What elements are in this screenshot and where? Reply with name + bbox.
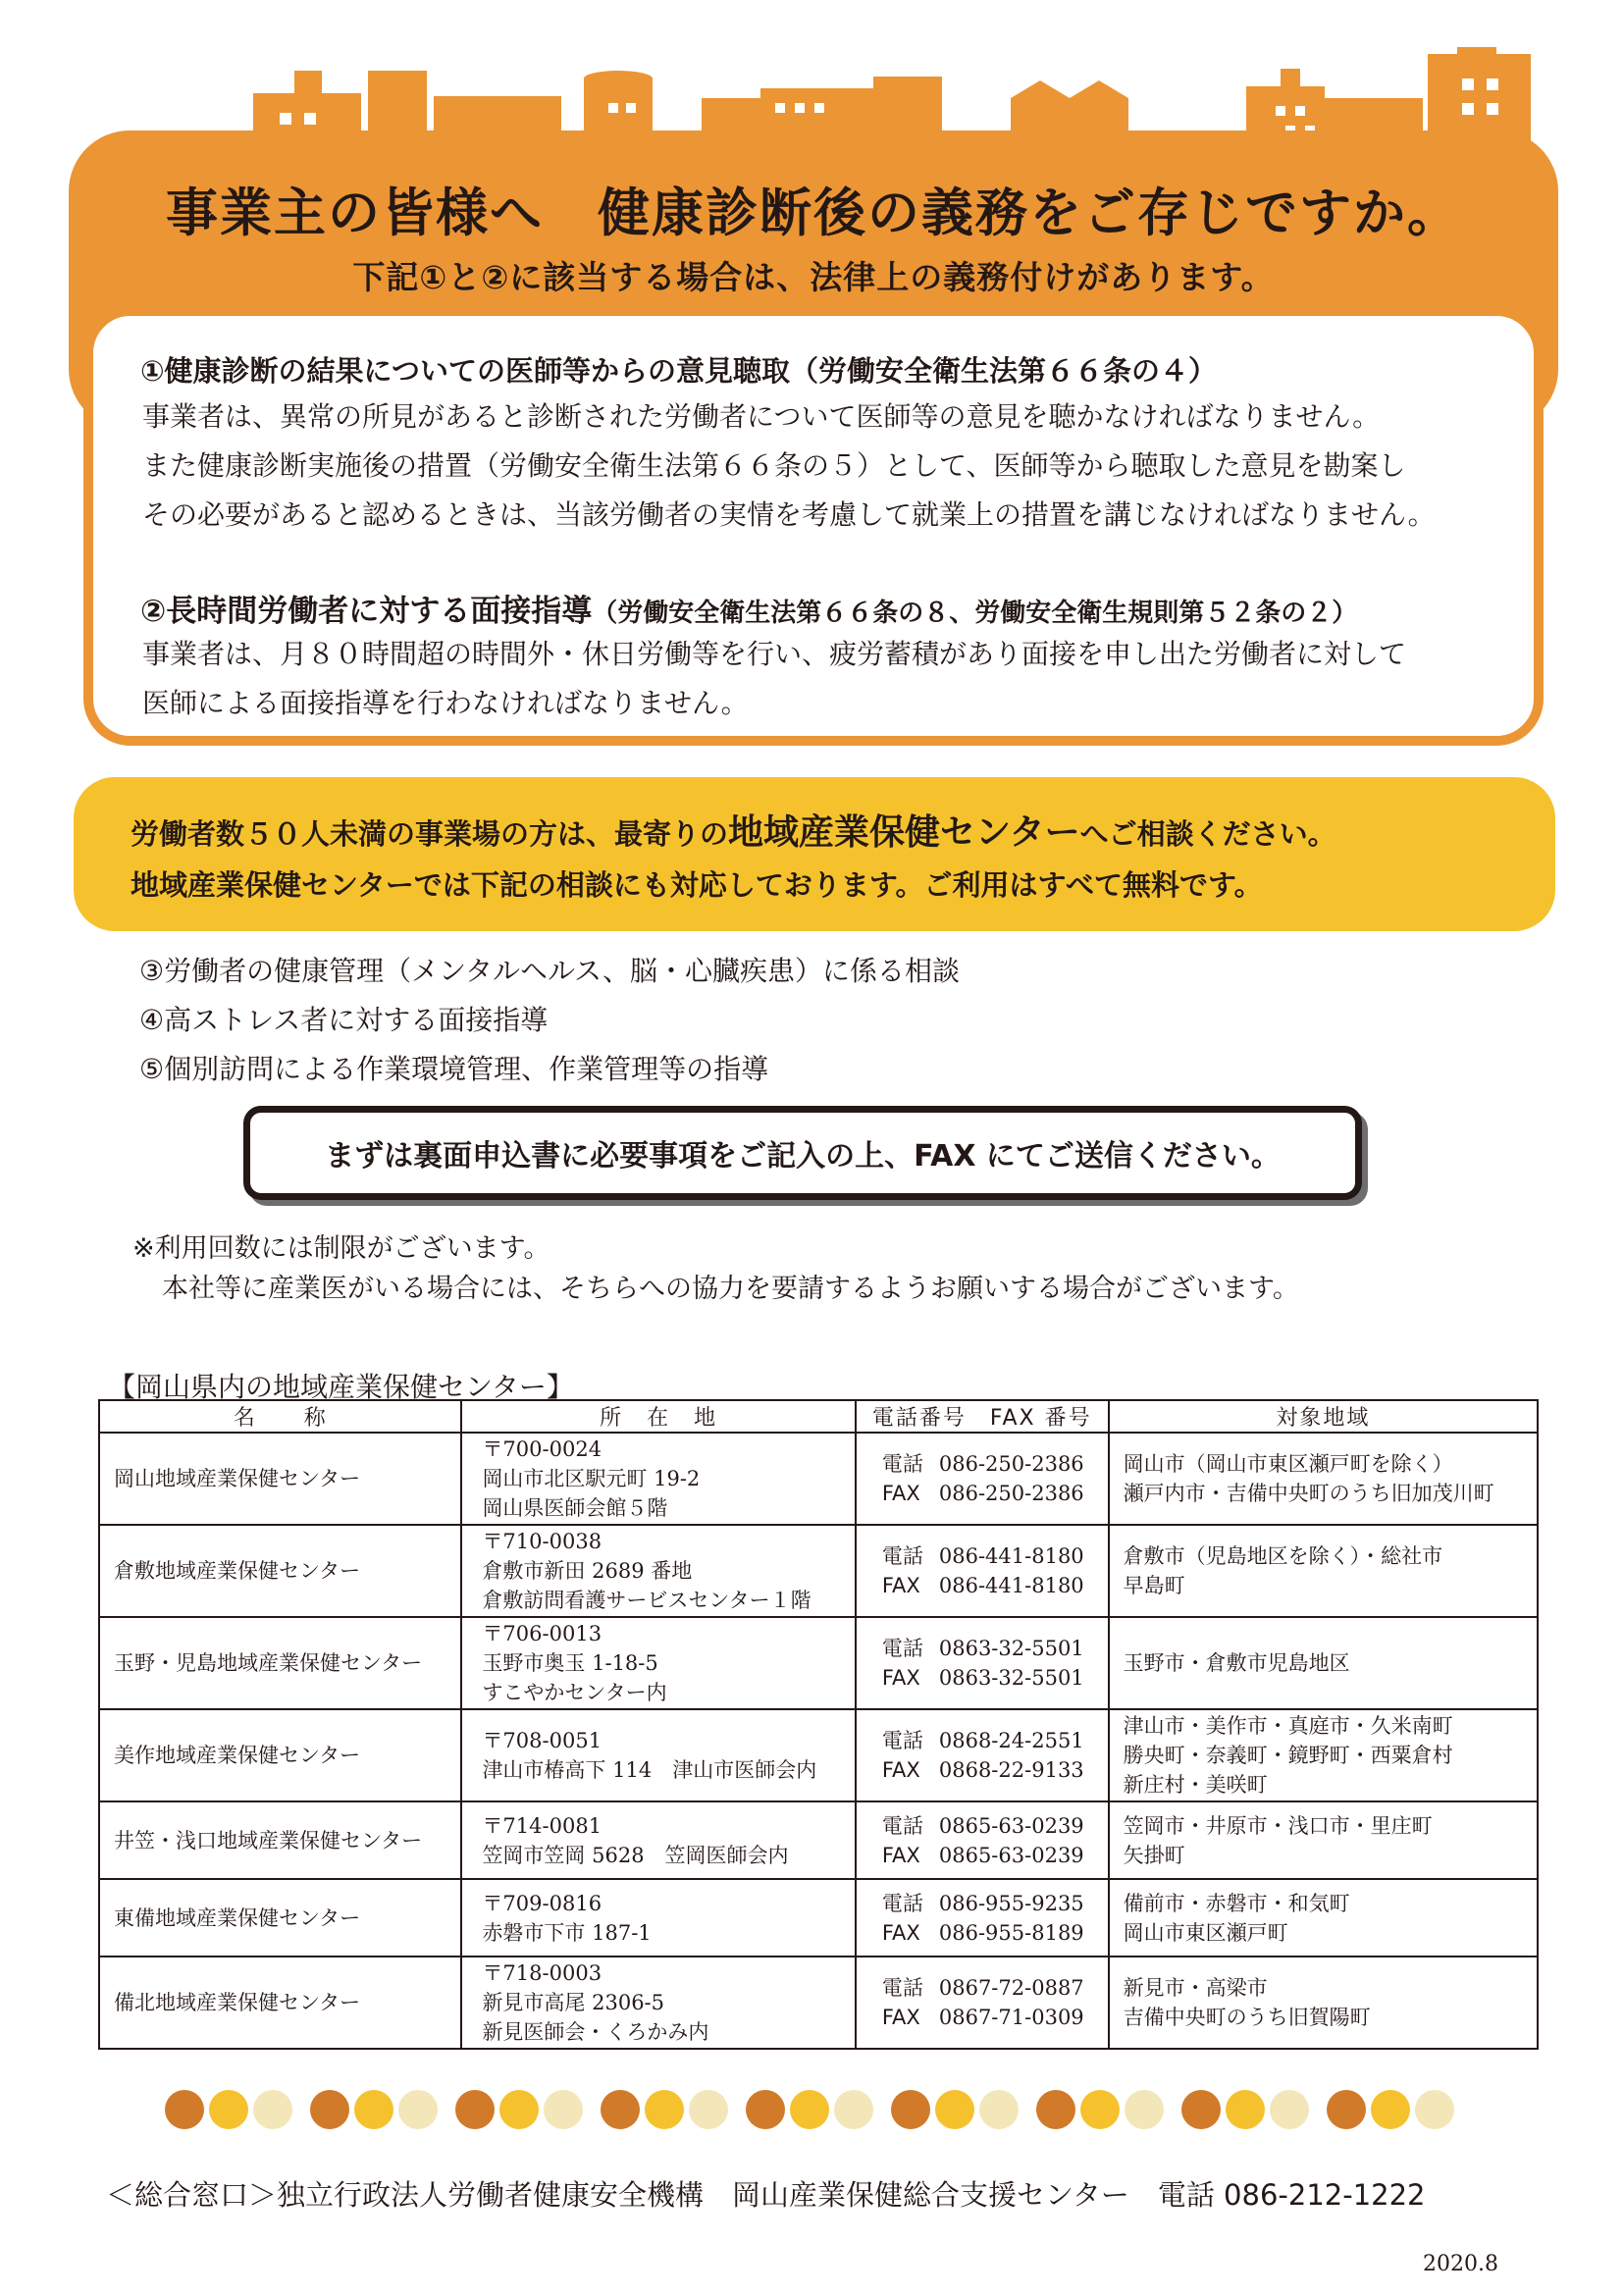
table-row xyxy=(99,1525,1538,1617)
center-address xyxy=(461,1957,855,2049)
fax-number: 086-955-8189 xyxy=(938,1920,1084,1945)
duty1-text xyxy=(142,392,1436,540)
fax-number-label: FAX xyxy=(881,1666,920,1690)
consultation-banner xyxy=(74,777,1555,931)
phone-number-label: 電話 xyxy=(881,1729,923,1752)
phone-number: 0867-72-0887 xyxy=(938,1976,1084,2000)
decorative-dot xyxy=(455,2090,495,2129)
address-line: 赤磐市下市 187-1 xyxy=(482,1920,652,1945)
fax-number-line xyxy=(882,1571,1107,1600)
table-row xyxy=(99,1879,1538,1957)
area-line: 岡山市東区瀬戸町 xyxy=(1123,1920,1288,1945)
center-phone-fax xyxy=(856,1433,1109,1525)
center-address xyxy=(461,1879,855,1957)
duty1-line: また健康診断実施後の措置（労働安全衛生法第６６条の５）として、医師等から聴取した意見を勘案し xyxy=(142,449,1406,482)
decorative-dot xyxy=(790,2090,829,2129)
table-row xyxy=(99,1957,1538,2049)
fax-number-line xyxy=(882,1841,1107,1870)
decorative-dot xyxy=(310,2090,349,2129)
area-line: 岡山市（岡山市東区瀬戸町を除く） xyxy=(1123,1452,1453,1476)
duty2-heading-main: ②長時間労働者に対する面接指導 xyxy=(140,594,593,629)
center-coverage-area xyxy=(1109,1617,1538,1709)
fax-number-label: FAX xyxy=(881,1482,920,1505)
decorative-dot xyxy=(935,2090,974,2129)
center-coverage-area xyxy=(1109,1879,1538,1957)
fax-number-label: FAX xyxy=(881,1843,920,1867)
address-line: 笠岡市笠岡 5628 笠岡医師会内 xyxy=(482,1843,789,1867)
center-coverage-area xyxy=(1109,1433,1538,1525)
phone-number-line xyxy=(882,1634,1107,1663)
address-line: 倉敷市新田 2689 番地 xyxy=(482,1559,693,1583)
duty2-heading-ref: （労働安全衛生法第６６条の８、労働安全衛生規則第５２条の２） xyxy=(592,599,1358,628)
decorative-dot xyxy=(834,2090,873,2129)
note-line: 本社等に産業医がいる場合には、そちらへの協力を要請するようお願いする場合がございます。 xyxy=(162,1274,1299,1304)
decorative-dot xyxy=(1371,2090,1410,2129)
center-coverage-area xyxy=(1109,1709,1538,1801)
center-coverage-area xyxy=(1109,1525,1538,1617)
fax-number-label: FAX xyxy=(881,1574,920,1597)
center-name: 玉野・児島地域産業保健センター xyxy=(99,1617,461,1709)
duty1-line: その必要があると認めるときは、当該労働者の実情を考慮して就業上の措置を講じなければなりません。 xyxy=(142,498,1436,531)
note-line: ※利用回数には制限がございます。 xyxy=(132,1233,550,1264)
phone-number-label: 電話 xyxy=(881,1813,923,1838)
decorative-dot xyxy=(601,2090,640,2129)
area-line: 新見市・高梁市 xyxy=(1123,1976,1268,2000)
decorative-dot xyxy=(209,2090,248,2129)
address-line: 〒706-0013 xyxy=(482,1622,602,1645)
table-row xyxy=(99,1617,1538,1709)
column-header: 電話番号 FAX 番号 xyxy=(856,1400,1109,1433)
decorative-dot xyxy=(165,2090,204,2129)
service-list xyxy=(139,947,960,1094)
address-line: 岡山市北区駅元町 19-2 xyxy=(482,1467,701,1490)
decorative-dot xyxy=(1036,2090,1075,2129)
area-line: 笠岡市・井原市・浅口市・里庄町 xyxy=(1123,1813,1433,1838)
fax-number-label: FAX xyxy=(881,1920,920,1945)
fax-number-line xyxy=(882,2003,1107,2032)
area-line: 瀬戸内市・吉備中央町のうち旧加茂川町 xyxy=(1123,1482,1494,1505)
address-line: すこやかセンター内 xyxy=(482,1681,667,1704)
center-coverage-area xyxy=(1109,1801,1538,1879)
center-name: 備北地域産業保健センター xyxy=(99,1957,461,2049)
column-header: 対象地域 xyxy=(1109,1400,1538,1433)
footer-contact: ＜総合窓口＞独立行政法人労働者健康安全機構 岡山産業保健総合支援センター 電話 086-212-1222 xyxy=(106,2178,1426,2212)
phone-number-label: 電話 xyxy=(881,1637,923,1660)
duty2-line: 事業者は、月８０時間超の時間外・休日労働等を行い、疲労蓄積があり面接を申し出た労働者に対して xyxy=(142,638,1407,670)
phone-number: 0863-32-5501 xyxy=(938,1637,1084,1660)
address-line: 〒700-0024 xyxy=(482,1437,602,1461)
fax-number-line xyxy=(882,1918,1107,1948)
center-name: 美作地域産業保健センター xyxy=(99,1709,461,1801)
table-row xyxy=(99,1709,1538,1801)
notes xyxy=(132,1228,1299,1309)
address-line: 〒714-0081 xyxy=(482,1813,602,1838)
decorative-dot xyxy=(746,2090,785,2129)
center-address xyxy=(461,1525,855,1617)
address-line: 玉野市奥玉 1-18-5 xyxy=(482,1651,658,1675)
address-line: 〒718-0003 xyxy=(482,1961,602,1985)
area-line: 津山市・美作市・真庭市・久米南町 xyxy=(1123,1714,1453,1738)
phone-number: 0868-24-2551 xyxy=(938,1729,1084,1752)
address-line: 〒710-0038 xyxy=(482,1530,602,1553)
address-line: 〒709-0816 xyxy=(482,1891,602,1915)
center-name: 東備地域産業保健センター xyxy=(99,1879,461,1957)
phone-number-label: 電話 xyxy=(881,1452,923,1476)
center-address xyxy=(461,1709,855,1801)
table-title: 【岡山県内の地域産業保健センター】 xyxy=(108,1371,574,1403)
duty2-heading xyxy=(140,586,1357,630)
center-name: 岡山地域産業保健センター xyxy=(99,1433,461,1525)
phone-number-label: 電話 xyxy=(881,1976,923,2000)
center-name-highlight: 地域産業保健センター xyxy=(728,812,1080,853)
fax-notice-box: まずは裏面申込書に必要事項をご記入の上、FAX にてご送信ください。 xyxy=(243,1106,1362,1200)
consult-line-1 xyxy=(131,805,1336,855)
phone-number: 086-441-8180 xyxy=(938,1544,1084,1568)
area-line: 玉野市・倉敷市児島地区 xyxy=(1123,1651,1350,1675)
decorative-dot xyxy=(1181,2090,1221,2129)
obligations-box xyxy=(83,306,1544,746)
decorative-dot xyxy=(1327,2090,1366,2129)
fax-number-label: FAX xyxy=(881,1758,920,1782)
address-line: 新見医師会・くろかみ内 xyxy=(482,2020,709,2044)
address-line: 津山市椿高下 114 津山市医師会内 xyxy=(482,1758,817,1782)
service-item: ④高ストレス者に対する面接指導 xyxy=(139,1004,549,1036)
phone-number-label: 電話 xyxy=(881,1891,923,1915)
fax-number: 0867-71-0309 xyxy=(938,2006,1084,2029)
phone-number-line xyxy=(882,1449,1107,1479)
address-line: 倉敷訪問看護サービスセンター１階 xyxy=(482,1589,812,1612)
table-row xyxy=(99,1801,1538,1879)
area-line: 備前市・赤磐市・和気町 xyxy=(1123,1891,1350,1915)
address-line: 〒708-0051 xyxy=(482,1729,602,1752)
decorative-dot xyxy=(398,2090,438,2129)
center-phone-fax xyxy=(856,1879,1109,1957)
consult-line-2: 地域産業保健センターでは下記の相談にも対応しております。ご利用はすべて無料です。 xyxy=(131,868,1263,902)
duty1-line: 事業者は、異常の所見があると診断された労働者について医師等の意見を聴かなければなりません。 xyxy=(142,400,1381,433)
duty2-line: 医師による面接指導を行わなければなりません。 xyxy=(142,687,749,719)
phone-number: 0865-63-0239 xyxy=(938,1813,1084,1838)
phone-number: 086-955-9235 xyxy=(938,1891,1084,1915)
center-name: 井笠・浅口地域産業保健センター xyxy=(99,1801,461,1879)
center-address xyxy=(461,1433,855,1525)
decorative-dot xyxy=(1270,2090,1309,2129)
center-phone-fax xyxy=(856,1957,1109,2049)
phone-number-line xyxy=(882,1726,1107,1755)
area-line: 吉備中央町のうち旧賀陽町 xyxy=(1123,2006,1371,2029)
center-phone-fax xyxy=(856,1617,1109,1709)
decorative-dot xyxy=(979,2090,1019,2129)
center-phone-fax xyxy=(856,1525,1109,1617)
fax-number: 086-250-2386 xyxy=(938,1482,1084,1505)
fax-number: 0863-32-5501 xyxy=(938,1666,1084,1690)
consult-text: 労働者数５０人未満の事業場の方は、最寄りの xyxy=(131,817,729,851)
decorative-dot xyxy=(689,2090,728,2129)
decorative-dot xyxy=(1226,2090,1265,2129)
decorative-dot xyxy=(499,2090,539,2129)
fax-number-line xyxy=(882,1479,1107,1508)
center-address xyxy=(461,1617,855,1709)
decorative-dot xyxy=(1080,2090,1120,2129)
duty2-text xyxy=(142,630,1406,728)
service-item: ③労働者の健康管理（メンタルヘルス、脳・心臓疾患）に係る相談 xyxy=(139,955,960,987)
center-coverage-area xyxy=(1109,1957,1538,2049)
decorative-dot xyxy=(1125,2090,1164,2129)
area-line: 新庄村・美咲町 xyxy=(1123,1773,1268,1797)
fax-number: 086-441-8180 xyxy=(938,1574,1084,1597)
page-title: 事業主の皆様へ 健康診断後の義務をご存じですか。 xyxy=(166,183,1461,243)
area-line: 矢掛町 xyxy=(1123,1843,1185,1867)
fax-number-label: FAX xyxy=(881,2006,920,2029)
decorative-dot xyxy=(253,2090,292,2129)
decorative-dot xyxy=(645,2090,684,2129)
column-header: 名 称 xyxy=(99,1400,461,1433)
fax-number-line xyxy=(882,1663,1107,1693)
table-header-row xyxy=(99,1400,1538,1433)
publish-date: 2020.8 xyxy=(1423,2252,1498,2276)
consult-text: へご相談ください。 xyxy=(1079,817,1336,851)
phone-number-label: 電話 xyxy=(881,1544,923,1568)
area-line: 倉敷市（児島地区を除く）・総社市 xyxy=(1123,1544,1443,1568)
decorative-dot xyxy=(1415,2090,1454,2129)
decorative-dots xyxy=(165,2090,1480,2129)
centers-table xyxy=(98,1399,1539,2050)
page-subtitle: 下記①と②に該当する場合は、法律上の義務付けがあります。 xyxy=(352,258,1275,296)
phone-number-line xyxy=(882,1889,1107,1918)
center-phone-fax xyxy=(856,1709,1109,1801)
center-phone-fax xyxy=(856,1801,1109,1879)
service-item: ⑤個別訪問による作業環境管理、作業管理等の指導 xyxy=(139,1053,769,1085)
decorative-dot xyxy=(891,2090,930,2129)
area-line: 勝央町・奈義町・鏡野町・西粟倉村 xyxy=(1123,1744,1453,1767)
center-name: 倉敷地域産業保健センター xyxy=(99,1525,461,1617)
area-line: 早島町 xyxy=(1123,1574,1185,1597)
column-header: 所 在 地 xyxy=(461,1400,855,1433)
decorative-dot xyxy=(544,2090,583,2129)
phone-number-line xyxy=(882,1541,1107,1571)
phone-number-line xyxy=(882,1973,1107,2003)
fax-number-line xyxy=(882,1755,1107,1785)
center-address xyxy=(461,1801,855,1879)
table-row xyxy=(99,1433,1538,1525)
fax-number: 0868-22-9133 xyxy=(938,1758,1084,1782)
address-line: 岡山県医師会館５階 xyxy=(482,1496,668,1520)
decorative-dot xyxy=(354,2090,393,2129)
phone-number: 086-250-2386 xyxy=(938,1452,1084,1476)
fax-number: 0865-63-0239 xyxy=(938,1843,1084,1867)
duty1-heading: ①健康診断の結果についての医師等からの意見聴取（労働安全衛生法第６６条の４） xyxy=(140,354,1217,388)
address-line: 新見市高尾 2306-5 xyxy=(482,1991,665,2014)
phone-number-line xyxy=(882,1811,1107,1841)
